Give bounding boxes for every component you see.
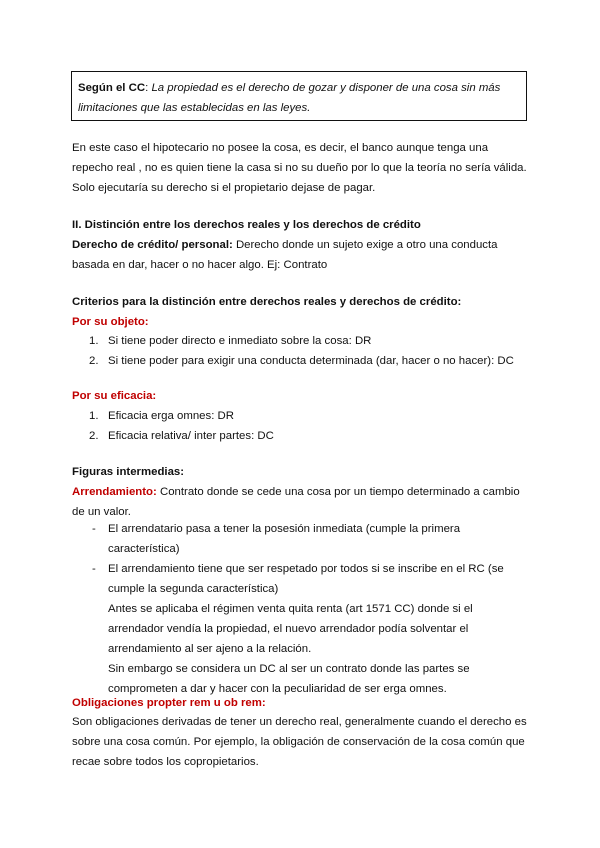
list-item-text: Si tiene poder para exigir una conducta determinada (dar, hacer o no hacer): DC — [108, 355, 514, 367]
by-object-label: Por su objeto: — [72, 316, 149, 328]
lease-text: Contrato donde se cede una cosa por un tiempo determinado a cambio de un valor. — [72, 486, 520, 518]
by-efficacy-label: Por su eficacia: — [72, 390, 157, 402]
list-item — [72, 406, 528, 426]
civil-code-quote-box — [71, 71, 527, 121]
list-item — [72, 559, 528, 699]
lease-label: Arrendamiento: — [72, 486, 157, 498]
criteria-heading: Criterios para la distinción entre derechos reales y derechos de crédito: — [72, 296, 462, 308]
list-number: 1. — [89, 410, 99, 422]
list-dash: - — [92, 563, 96, 575]
lease-conclusion-note: Sin embargo se considera un DC al ser un contrato donde las partes se comprometen a dar y hacer con la peculiaridad de ser erga omnes. — [108, 663, 470, 695]
by-object-list — [72, 331, 528, 371]
list-number: 1. — [89, 335, 99, 347]
list-item-text: Si tiene poder directo e inmediato sobre la cosa: DR — [108, 335, 372, 347]
list-item — [72, 519, 528, 559]
intro-paragraph: En este caso el hipotecario no posee la cosa, es decir, el banco aunque tenga una repecho real , no es quien tiene la casa si no su dueño por lo que la teoría no sería válida. Solo ejecutaría su derecho si el propietario dejase de pagar. — [72, 142, 527, 194]
lease-history-note: Antes se aplicaba el régimen venta quita renta (art 1571 CC) donde si el arrendador vendía la propiedad, el nuevo arrendador podía solventar el arrendamiento al ser ajeno a la relación. — [108, 603, 473, 655]
list-dash: - — [92, 523, 96, 535]
list-item-text: Eficacia relativa/ inter partes: DC — [108, 430, 274, 442]
intermediate-heading: Figuras intermedias: — [72, 466, 185, 478]
list-item — [72, 331, 528, 351]
credit-right-label: Derecho de crédito/ personal: — [72, 239, 233, 251]
list-item — [72, 426, 528, 446]
lease-bullet-list — [72, 519, 528, 699]
obligations-label: Obligaciones propter rem u ob rem: — [72, 697, 266, 709]
list-number: 2. — [89, 355, 99, 367]
list-item — [72, 351, 528, 371]
quote-lead: Según el CC — [78, 82, 146, 94]
credit-right-text: Derecho donde un sujeto exige a otro una conducta basada en dar, hacer o no hacer algo. Ej: Contrato — [72, 239, 498, 271]
list-number: 2. — [89, 430, 99, 442]
list-item-text: El arrendamiento tiene que ser respetado por todos si se inscribe en el RC (se cumple la segunda característica) — [108, 563, 504, 595]
quote-colon: : — [145, 82, 149, 94]
list-item-text: El arrendatario pasa a tener la posesión inmediata (cumple la primera característica) — [108, 523, 461, 555]
lease-definition — [72, 482, 528, 522]
by-efficacy-list — [72, 406, 528, 446]
list-item-text: Eficacia erga omnes: DR — [108, 410, 234, 422]
quote-text: La propiedad es el derecho de gozar y disponer de una cosa sin más limitaciones que las establecidas en las leyes. — [78, 82, 501, 114]
section-heading-distinction: II. Distinción entre los derechos reales y los derechos de crédito — [72, 219, 421, 231]
credit-right-definition — [72, 235, 528, 275]
obligations-text: Son obligaciones derivadas de tener un derecho real, generalmente cuando el derecho es sobre una cosa común. Por ejemplo, la obligación de conservación de la cosa común que recae sobre todos los copropietarios. — [72, 716, 527, 768]
